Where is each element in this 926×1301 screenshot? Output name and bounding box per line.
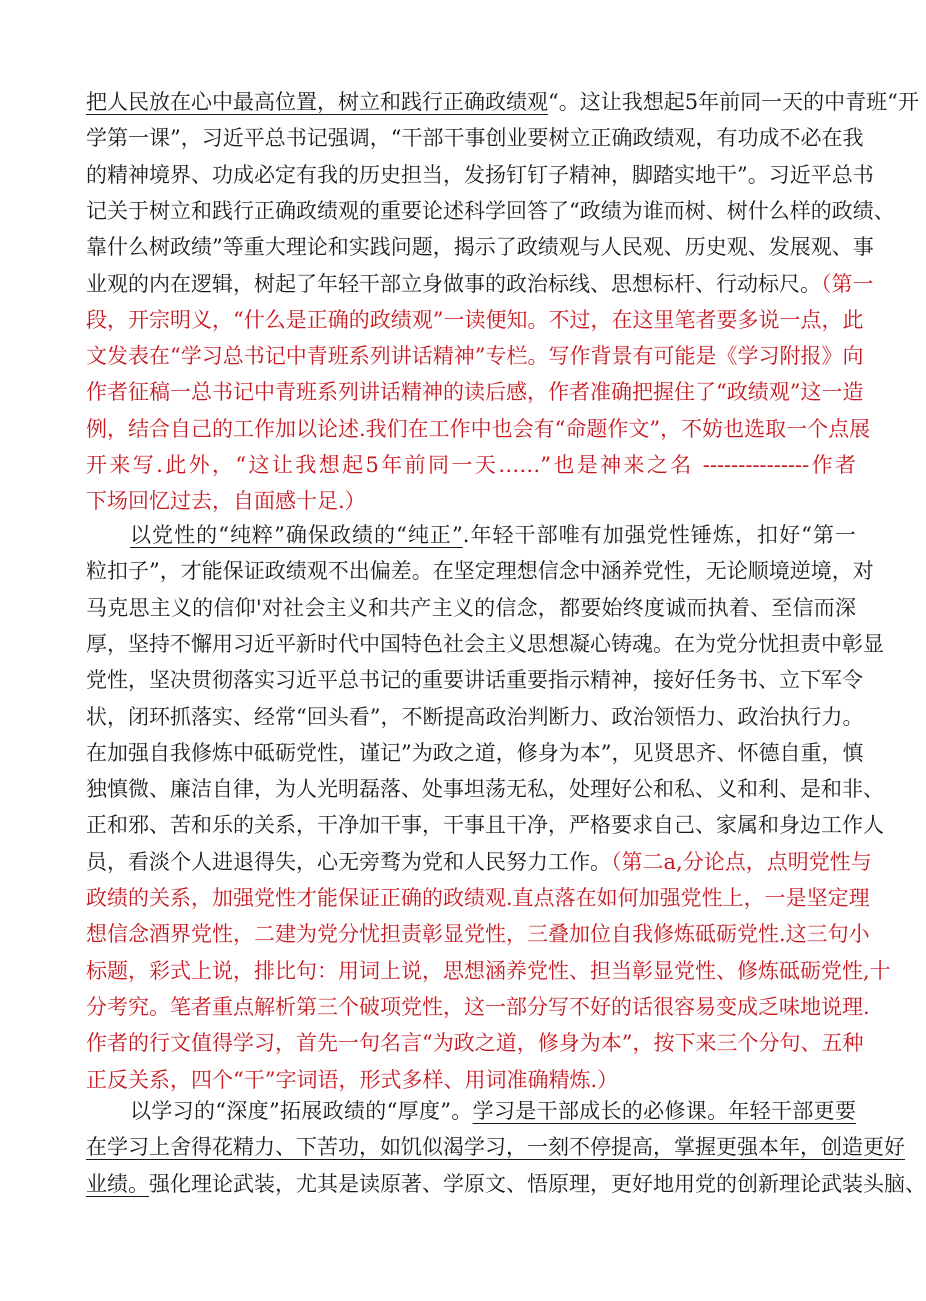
body-text: 状，闭环抓落实、经常“回头看”，不断提高政治判断力、政治领悟力、政治执行力。 — [86, 704, 864, 729]
body-text: 党性，坚决贯彻落实习近平总书记的重要讲话重要指示精神，接好任务书、立下军令 — [86, 668, 863, 693]
text-line — [86, 953, 891, 989]
annotation-text: 标题，彩式上说，排比句：用词上说，思想涵养党性、担当彰显党性、修炼砥砺党性,十 — [86, 958, 891, 983]
text-line — [86, 266, 874, 302]
text-line — [86, 735, 864, 771]
annotation-text: 想信念酒界党性，二建为党分忧担责彰显党性，三叠加位自我修炼砥砺党性.这三句小 — [86, 922, 870, 947]
text-line — [130, 517, 856, 553]
annotation-text: （第一 — [821, 271, 874, 296]
annotation-text: 例，结合自己的工作加以论述.我们在工作中也会有“命题作文”，不妨也选取一个点展 — [86, 416, 871, 441]
body-text: 马克思主义的信仰'对社会主义和共产主义的信念，都要始终度诚而执着、至信而深 — [86, 595, 856, 620]
text-line — [86, 483, 856, 519]
text-line — [86, 699, 864, 735]
text-line — [86, 193, 895, 229]
underlined-text: 以党性的“纯粹”确保政绩的“纯正” — [130, 523, 463, 547]
annotation-text: 正反关系，四个“干”字词语，形式多样、用词准确精炼.） — [86, 1067, 619, 1092]
text-line — [86, 880, 870, 916]
body-text: “。这让我想起5年前同一天的中青班“开 — [548, 90, 919, 114]
text-line — [86, 590, 856, 626]
text-line — [86, 229, 874, 265]
underlined-text: 业绩。 — [86, 1171, 149, 1196]
body-text: 独慎微、廉洁自律，为人光明磊落、处事坦荡无私，处理好公和私、义和利、是和非、 — [86, 777, 884, 802]
text-line — [130, 1093, 856, 1129]
body-text: 以学习的“深度”拓展政绩的“厚度”。 — [130, 1099, 473, 1123]
body-text: 记关于树立和践行正确政绩观的重要论述科学回答了“政绩为谁而树、树什么样的政绩、 — [86, 198, 895, 223]
annotation-text: 作者征稿一总书记中青班系列讲话精神的读后感，作者准确把握住了“政绩观”这一造 — [86, 380, 864, 405]
body-text: 学第一课”，习近平总书记强调，“干部干事创业要树立正确政绩观，有功成不必在我 — [86, 126, 864, 151]
annotation-text: 段，开宗明义，“什么是正确的政绩观”一读便知。不过，在这里笔者要多说一点，此 — [86, 307, 864, 332]
annotation-text: 文发表在“学习总书记中青班系列讲话精神”专栏。写作背景有可能是《学习附报》向 — [86, 344, 864, 369]
annotation-text: 开来写.此外，“这让我想起5年前同一天……”也是神来之名 ---------------作者 — [86, 453, 856, 477]
text-line — [86, 84, 919, 120]
body-text: .年轻干部唯有加强党性锤炼，扣好“第一 — [462, 523, 856, 547]
text-line — [86, 447, 856, 483]
body-text: 靠什么树政绩”等重大理论和实践问题，揭示了政绩观与人民观、历史观、发展观、事 — [86, 235, 874, 260]
text-line — [86, 916, 870, 952]
annotation-text: 下场回忆过去，自面感十足.） — [86, 489, 366, 514]
text-line — [86, 662, 863, 698]
body-text: 业观的内在逻辑，树起了年轻干部立身做事的政治标线、思想标杆、行动标尺。 — [86, 271, 821, 296]
text-line — [86, 1025, 864, 1061]
text-line — [86, 771, 884, 807]
underlined-text: 在学习上舍得花精力、下苦功，如饥似渴学习，一刻不停提高，掌握更强本年，创造更好 — [86, 1135, 905, 1160]
annotation-text: 政绩的关系，加强党性才能保证正确的政绩观.直点落在如何加强党性上，一是坚定理 — [86, 886, 870, 910]
text-line — [86, 807, 884, 843]
annotation-text: （第二a,分论点，点明党性与 — [611, 849, 872, 874]
text-line — [86, 411, 871, 447]
text-line — [86, 989, 870, 1025]
text-line — [86, 626, 884, 662]
text-line — [86, 844, 872, 880]
annotation-text: 作者的行文值得学习，首先一句名言“为政之道，修身为本”，按下来三个分句、五种 — [86, 1031, 864, 1056]
text-line — [86, 553, 874, 589]
body-text: 厚，坚持不懈用习近平新时代中国特色社会主义思想凝心铸魂。在为党分忧担责中彰显 — [86, 631, 884, 656]
text-line — [86, 1129, 905, 1165]
text-line — [86, 374, 864, 410]
text-line — [86, 338, 864, 374]
text-line — [86, 1166, 926, 1202]
body-text: 的精神境界、功成必定有我的历史担当，发扬钉钉子精神，脚踏实地干”。习近平总书 — [86, 162, 874, 187]
text-line — [86, 120, 864, 156]
body-text: 正和邪、苦和乐的关系，干净加干事，干事且干净，严格要求自己、家属和身边工作人 — [86, 813, 884, 838]
text-line — [86, 302, 864, 338]
underlined-text: 把人民放在心中最高位置，树立和践行正确政绩观 — [86, 90, 548, 114]
body-text: 粒扣子”，才能保证政绩观不出偏差。在坚定理想信念中涵养党性，无论顺境逆境，对 — [86, 559, 874, 584]
body-text: 在加强自我修炼中砥砺党性，谨记”为政之道，修身为本”，见贤思齐、怀德自重，慎 — [86, 740, 864, 765]
text-line — [86, 157, 874, 193]
annotation-text: 分考究。笔者重点解析第三个破项党性，这一部分写不好的话很容易变成乏味地说理. — [86, 994, 870, 1019]
body-text: 强化理论武装，尤其是读原著、学原文、悟原理，更好地用党的创新理论武装头脑、 — [149, 1171, 926, 1196]
body-text: 员，看淡个人进退得失，心无旁骛为党和人民努力工作。 — [86, 849, 611, 874]
underlined-text: 学习是干部成长的必修课。年轻干部更要 — [472, 1099, 856, 1123]
